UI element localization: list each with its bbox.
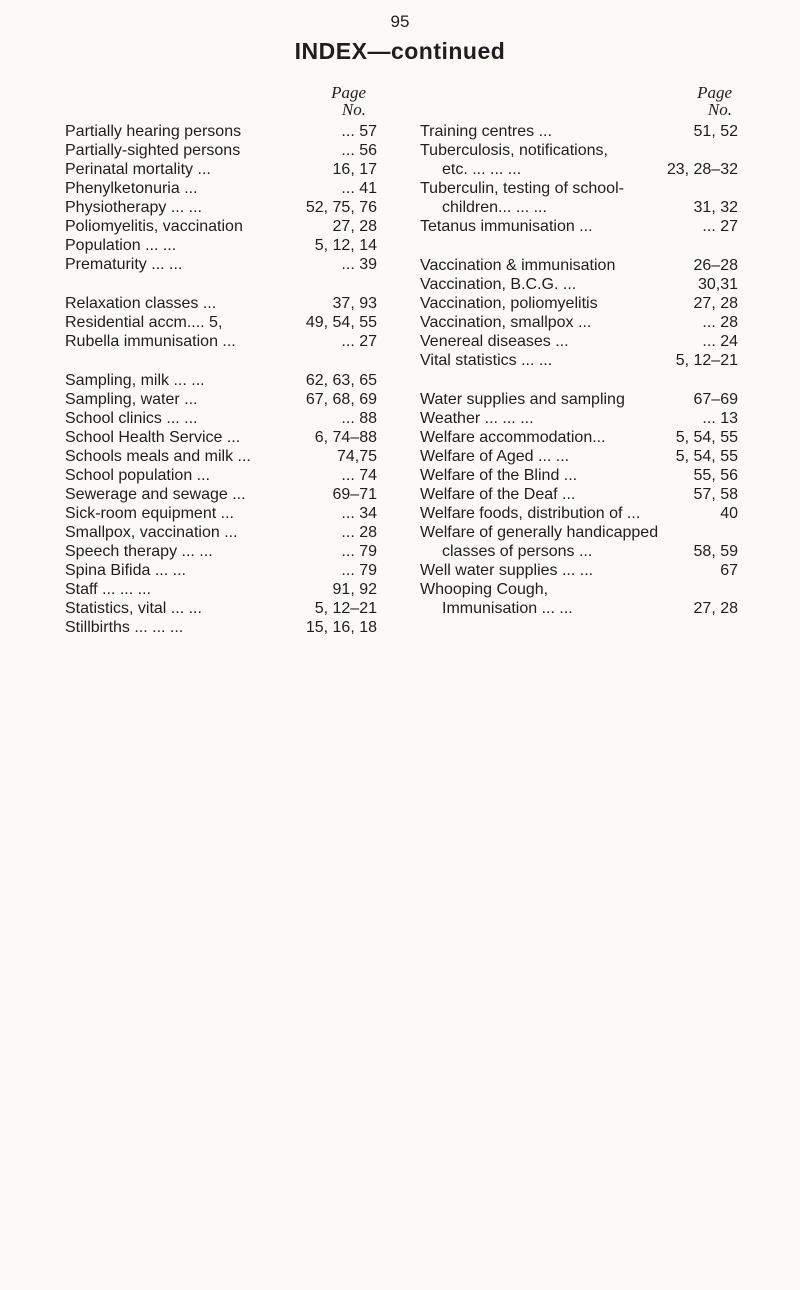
- index-group-p: [65, 122, 377, 274]
- index-pages: ... 79: [341, 543, 377, 560]
- index-entry: [420, 160, 738, 179]
- index-entry: [420, 198, 738, 217]
- index-entry: [65, 371, 377, 390]
- index-pages: ... 28: [341, 524, 377, 541]
- index-term: Welfare accommodation...: [420, 429, 606, 446]
- index-entry: [65, 428, 377, 447]
- index-pages: 67: [720, 562, 738, 579]
- index-entry: [65, 504, 377, 523]
- index-entry: [65, 390, 377, 409]
- index-column-right: [420, 84, 738, 618]
- index-group-s: [65, 371, 377, 637]
- index-term: Tetanus immunisation ...: [420, 218, 593, 235]
- index-term: Stillbirths ... ... ...: [65, 619, 184, 636]
- index-term: Relaxation classes ...: [65, 295, 217, 312]
- index-pages: ... 34: [341, 505, 377, 522]
- index-term: Welfare of the Blind ...: [420, 467, 578, 484]
- index-entry: [420, 599, 738, 618]
- index-entry: [65, 580, 377, 599]
- index-term: Statistics, vital ... ...: [65, 600, 202, 617]
- index-pages: ... 27: [341, 333, 377, 350]
- index-entry: [420, 256, 738, 275]
- index-term: Welfare of Aged ... ...: [420, 448, 570, 465]
- index-term: Prematurity ... ...: [65, 256, 183, 273]
- index-term: Partially hearing persons: [65, 123, 242, 140]
- index-entry: [65, 466, 377, 485]
- index-term: Spina Bifida ... ...: [65, 562, 186, 579]
- index-term: Perinatal mortality ...: [65, 161, 211, 178]
- index-pages: 6, 74–88: [314, 429, 377, 446]
- index-term: Staff ... ... ...: [65, 581, 151, 598]
- index-term: Physiotherapy ... ...: [65, 199, 202, 216]
- index-pages: ... 88: [341, 410, 377, 427]
- index-pages: 15, 16, 18: [305, 619, 377, 636]
- index-term: Welfare of the Deaf ...: [420, 486, 576, 503]
- index-entry: [65, 294, 377, 313]
- index-term-line: Welfare of generally handicapped: [420, 524, 659, 541]
- index-term: etc. ... ... ...: [442, 161, 522, 178]
- index-entry: [65, 236, 377, 255]
- index-term: Well water supplies ... ...: [420, 562, 594, 579]
- page-number: 95: [390, 12, 410, 31]
- index-entry: [65, 141, 377, 160]
- index-entry: [65, 561, 377, 580]
- index-pages: 23, 28–32: [666, 161, 738, 178]
- index-term: Sick-room equipment ...: [65, 505, 234, 522]
- index-term: School clinics ... ...: [65, 410, 198, 427]
- index-entry: [65, 313, 377, 332]
- index-entry: [65, 160, 377, 179]
- index-entry: [420, 466, 738, 485]
- index-pages: 37, 93: [332, 295, 377, 312]
- index-pages: 31, 32: [693, 199, 738, 216]
- index-term: Poliomyelitis, vaccination: [65, 218, 243, 235]
- index-pages: 27, 28: [332, 218, 377, 235]
- index-term: Training centres ...: [420, 123, 552, 140]
- index-term: Venereal diseases ...: [420, 333, 569, 350]
- index-pages: ... 56: [341, 142, 377, 159]
- index-entry: [65, 485, 377, 504]
- index-entry: [420, 122, 738, 141]
- index-pages: ... 41: [341, 180, 377, 197]
- index-term: Water supplies and sampling: [420, 391, 625, 408]
- index-group-r: [65, 294, 377, 351]
- index-pages: 91, 92: [332, 581, 377, 598]
- index-term: Speech therapy ... ...: [65, 543, 213, 560]
- page-no-header: Page No.: [331, 83, 366, 119]
- index-pages: 49, 54, 55: [305, 314, 377, 331]
- index-term: Welfare foods, distribution of ...: [420, 505, 641, 522]
- index-pages: 52, 75, 76: [305, 199, 377, 216]
- index-pages: 26–28: [693, 257, 738, 274]
- index-term: Schools meals and milk ...: [65, 448, 251, 465]
- index-entry: [420, 275, 738, 294]
- index-term: classes of persons ...: [442, 543, 593, 560]
- index-entry: [420, 332, 738, 351]
- index-term: Smallpox, vaccination ...: [65, 524, 238, 541]
- index-term: Vaccination, poliomyelitis: [420, 295, 598, 312]
- index-entry: [420, 561, 738, 580]
- index-pages: 69–71: [332, 486, 377, 503]
- index-column-left: [65, 84, 377, 637]
- index-entry: [65, 409, 377, 428]
- index-entry: [420, 428, 738, 447]
- index-group-w: [420, 390, 738, 523]
- index-group-v: [420, 256, 738, 370]
- index-term: Vital statistics ... ...: [420, 352, 553, 369]
- index-pages: 27, 28: [693, 295, 738, 312]
- index-entry: [420, 409, 738, 428]
- index-term: Rubella immunisation ...: [65, 333, 236, 350]
- index-entry: [65, 122, 377, 141]
- index-entry: [420, 313, 738, 332]
- index-entry: [420, 390, 738, 409]
- index-term: Partially-sighted persons: [65, 142, 241, 159]
- index-pages: 5, 54, 55: [675, 429, 738, 446]
- index-term: Sampling, water ...: [65, 391, 198, 408]
- index-term: School Health Service ...: [65, 429, 241, 446]
- index-pages: ... 27: [702, 218, 738, 235]
- index-entry: [420, 504, 738, 523]
- index-term: Immunisation ... ...: [442, 600, 573, 617]
- index-pages: 5, 12–21: [314, 600, 377, 617]
- index-pages: 58, 59: [693, 543, 738, 560]
- index-pages: ... 24: [702, 333, 738, 350]
- index-entry: [420, 485, 738, 504]
- index-entry: [420, 351, 738, 370]
- index-pages: 67, 68, 69: [305, 391, 377, 408]
- index-entry: [420, 447, 738, 466]
- index-entry: [65, 332, 377, 351]
- index-pages: 5, 12–21: [675, 352, 738, 369]
- index-pages: 27, 28: [693, 600, 738, 617]
- index-entry: [65, 217, 377, 236]
- page-no-header: Page No.: [697, 83, 732, 119]
- index-term-line: Tuberculosis, notifications,: [420, 142, 608, 159]
- index-entry: [65, 523, 377, 542]
- index-term-line: Tuberculin, testing of school-: [420, 180, 624, 197]
- index-entry: [65, 198, 377, 217]
- index-entry: [420, 294, 738, 313]
- index-pages: ... 39: [341, 256, 377, 273]
- index-term: Vaccination & immunisation: [420, 257, 616, 274]
- index-term: Weather ... ... ...: [420, 410, 534, 427]
- index-term: School population ...: [65, 467, 210, 484]
- index-pages: 74,75: [336, 448, 377, 465]
- index-pages: ... 28: [702, 314, 738, 331]
- index-pages: ... 79: [341, 562, 377, 579]
- index-pages: 62, 63, 65: [305, 372, 377, 389]
- index-pages: ... 13: [702, 410, 738, 427]
- index-entry: [65, 179, 377, 198]
- index-term: children... ... ...: [442, 199, 547, 216]
- index-pages: 40: [720, 505, 738, 522]
- index-term: Vaccination, B.C.G. ...: [420, 276, 577, 293]
- page-title: INDEX—continued: [294, 38, 506, 64]
- index-term: Sampling, milk ... ...: [65, 372, 205, 389]
- index-entry: [420, 542, 738, 561]
- index-entry: [420, 217, 738, 236]
- index-pages: 55, 56: [693, 467, 738, 484]
- index-pages: 5, 12, 14: [314, 237, 377, 254]
- index-pages: 30,31: [697, 276, 738, 293]
- index-pages: 51, 52: [693, 123, 738, 140]
- index-entry: [65, 599, 377, 618]
- index-term-line: Whooping Cough,: [420, 581, 549, 598]
- index-term: Population ... ...: [65, 237, 177, 254]
- index-pages: 67–69: [693, 391, 738, 408]
- index-term: Phenylketonuria ...: [65, 180, 198, 197]
- index-term: Residential accm.... 5,: [65, 314, 223, 331]
- index-entry: [65, 447, 377, 466]
- index-entry: [65, 255, 377, 274]
- index-entry: [65, 542, 377, 561]
- index-pages: 16, 17: [332, 161, 377, 178]
- index-pages: 57, 58: [693, 486, 738, 503]
- index-term: Sewerage and sewage ...: [65, 486, 246, 503]
- index-pages: ... 74: [341, 467, 377, 484]
- index-pages: 5, 54, 55: [675, 448, 738, 465]
- index-pages: ... 57: [341, 123, 377, 140]
- index-term: Vaccination, smallpox ...: [420, 314, 592, 331]
- index-entry: [65, 618, 377, 637]
